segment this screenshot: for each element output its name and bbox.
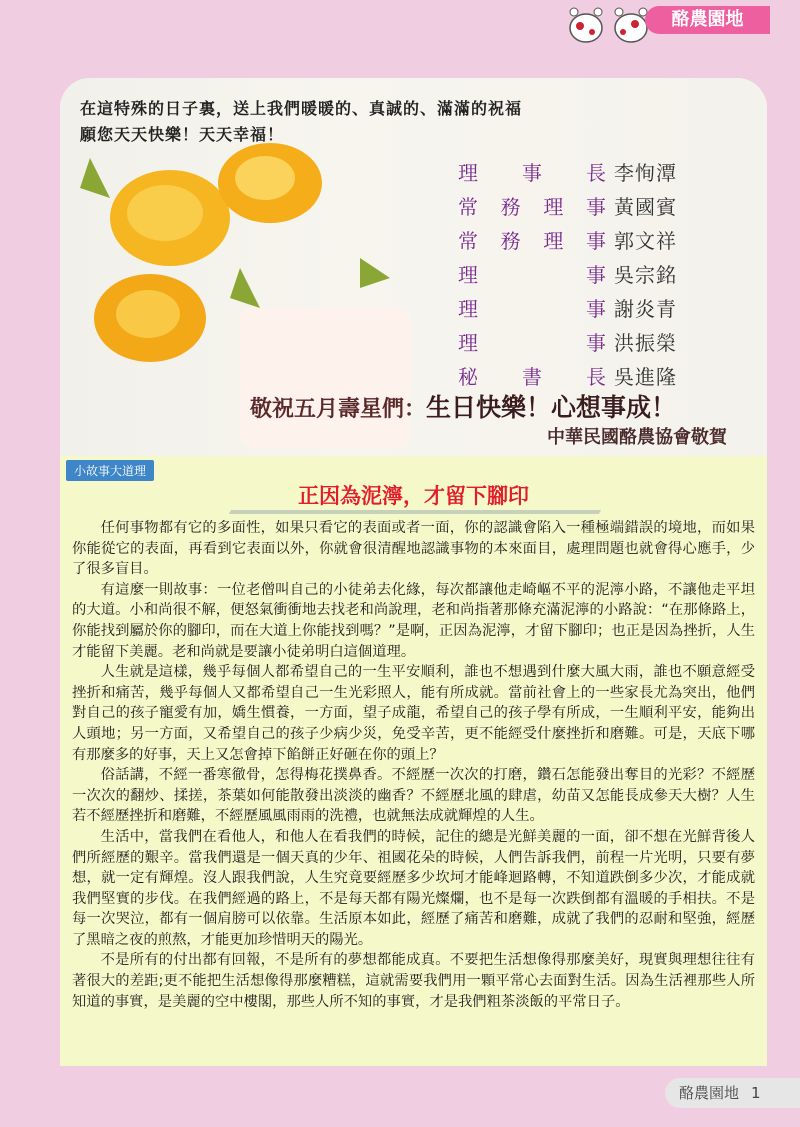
story-title: 正因為泥濘，才留下腳印	[298, 484, 529, 508]
cow-icon	[562, 0, 610, 48]
officer-name: 吳宗銘	[614, 263, 677, 287]
story-paragraph: 不是所有的付出都有回報，不是所有的夢想都能成真。不要把生活想像得那麼美好，現實與理想往往有著很大的差距;更不能把生活想像得那麼糟糕，這就需要我們用一顆平常心去面對生活。因為生活裡那些人所知道的事實，是美麗的空中樓閣，那些人所不知的事實，才是我們粗茶淡飯的平常日子。	[72, 952, 755, 1010]
header-tab	[600, 0, 800, 40]
greeting-text	[80, 96, 522, 148]
association-signature: 中華民國酪農協會敬賀	[547, 427, 727, 448]
officer-name: 謝炎青	[614, 297, 677, 321]
story-paragraph: 俗話講，不經一番寒徹骨，怎得梅花撲鼻香。不經歷一次次的打磨，鑽石怎能發出奪目的光彩？不經歷一次次的翻炒、揉搓，茶葉如何能散發出淡淡的幽香？不經歷北風的肆虐，幼苗又怎能長成參天大樹？人生若不經歷挫折和磨難，不經歷風風雨雨的洗禮，也就無法成就輝煌的人生。	[72, 767, 755, 825]
content-page	[60, 78, 767, 1066]
officer-row	[458, 156, 677, 190]
officer-name: 郭文祥	[614, 229, 677, 253]
officer-name: 洪振榮	[614, 331, 677, 355]
page-number: 1	[751, 1084, 761, 1102]
story-paragraph: 人生就是這樣，幾乎每個人都希望自己的一生平安順利，誰也不想遇到什麼大風大雨，誰也不願意經受挫折和痛苦，幾乎每個人又都希望自己一生光彩照人，能有所成就。當前社會上的一些家長尤為突出，他們對自己的孩子寵愛有加，嬌生慣養，一方面，望子成龍，希望自己的孩子學有所成，一生順利平安，能夠出人頭地；另一方面，又希望自己的孩子少病少災，免受辛苦，更不能經受什麼挫折和磨難。可是，天底下哪有那麼多的好事，天上又怎會掉下餡餅正好砸在你的頭上？	[72, 664, 755, 763]
story-paragraph: 有這麼一則故事：一位老僧叫自己的小徒弟去化緣，每次都讓他走崎嶇不平的泥濘小路，不讓他走平坦的大道。小和尚很不解，便怒氣衝衝地去找老和尚說理，老和尚指著那條充滿泥濘的小路說：“在那條路上，你能找到屬於你的腳印，而在大道上你能找到嗎？”是啊，正因為泥濘，才留下腳印；也正是因為挫折，人生才能留下美麗。老和尚就是要讓小徒弟明白這個道理。	[72, 581, 755, 660]
greeting-line: 願您天天快樂！天天幸福！	[80, 125, 285, 144]
section-tag: 小故事大道理	[66, 460, 154, 481]
officer-title: 理 事	[458, 297, 606, 321]
officer-name: 黃國賓	[614, 195, 677, 219]
footer-label: 酪農園地	[679, 1084, 740, 1102]
greeting-line: 在這特殊的日子裏，送上我們暖暖的、真誠的、滿滿的祝福	[80, 99, 523, 118]
officer-name: 李恂潭	[614, 161, 677, 185]
officer-title: 理 事	[458, 263, 606, 287]
officer-row	[458, 326, 677, 360]
story-paragraph: 任何事物都有它的多面性，如果只看它的表面或者一面，你的認識會陷入一種極端錯誤的境地，而如果你能從它的表面，再看到它表面以外，你就會很清醒地認識事物的本來面目，處理問題也就會得心應手，少了很多盲目。	[72, 520, 755, 578]
officer-name: 吳進隆	[614, 365, 677, 389]
officer-list	[458, 156, 677, 394]
story-paragraph: 生活中，當我們在看他人，和他人在看我們的時候，記住的總是光鮮美麗的一面，卻不想在光鮮背後人們所經歷的艱辛。當我們還是一個天真的少年、祖國花朵的時候，人們告訴我們，前程一片光明，只要有夢想，就一定有輝煌。沒人跟我們說，人生究竟要經歷多少坎坷才能峰迴路轉，不知道跌倒多少次，才能成就我們堅實的步伐。在我們經過的路上，不是每天都有陽光燦爛，也不是每一次跌倒都有溫暖的手相扶。不是每一次哭泣，都有一個肩膀可以依靠。生活原本如此，經歷了痛苦和磨難，成就了我們的忍耐和堅強，經歷了黑暗之夜的煎熬，才能更加珍惜明天的陽光。	[72, 828, 755, 948]
birthday-prefix: 敬祝五月壽星們：	[250, 396, 427, 422]
officer-row	[458, 224, 677, 258]
officer-title: 理 事	[458, 331, 606, 355]
header-title: 酪農園地	[645, 6, 770, 34]
officer-title: 常 務 理 事	[458, 195, 606, 219]
officer-title: 常 務 理 事	[458, 229, 606, 253]
officer-title: 秘 書 長	[458, 365, 606, 389]
page-footer	[665, 1078, 800, 1108]
story-body	[72, 518, 755, 1012]
officer-row	[458, 190, 677, 224]
officer-row	[458, 292, 677, 326]
officer-row	[458, 258, 677, 292]
greeting-photo	[60, 78, 767, 456]
birthday-wish	[250, 388, 676, 424]
title-brush-underline	[229, 510, 601, 514]
officer-title: 理 事 長	[458, 161, 606, 185]
birthday-message: 生日快樂！心想事成！	[426, 393, 677, 422]
